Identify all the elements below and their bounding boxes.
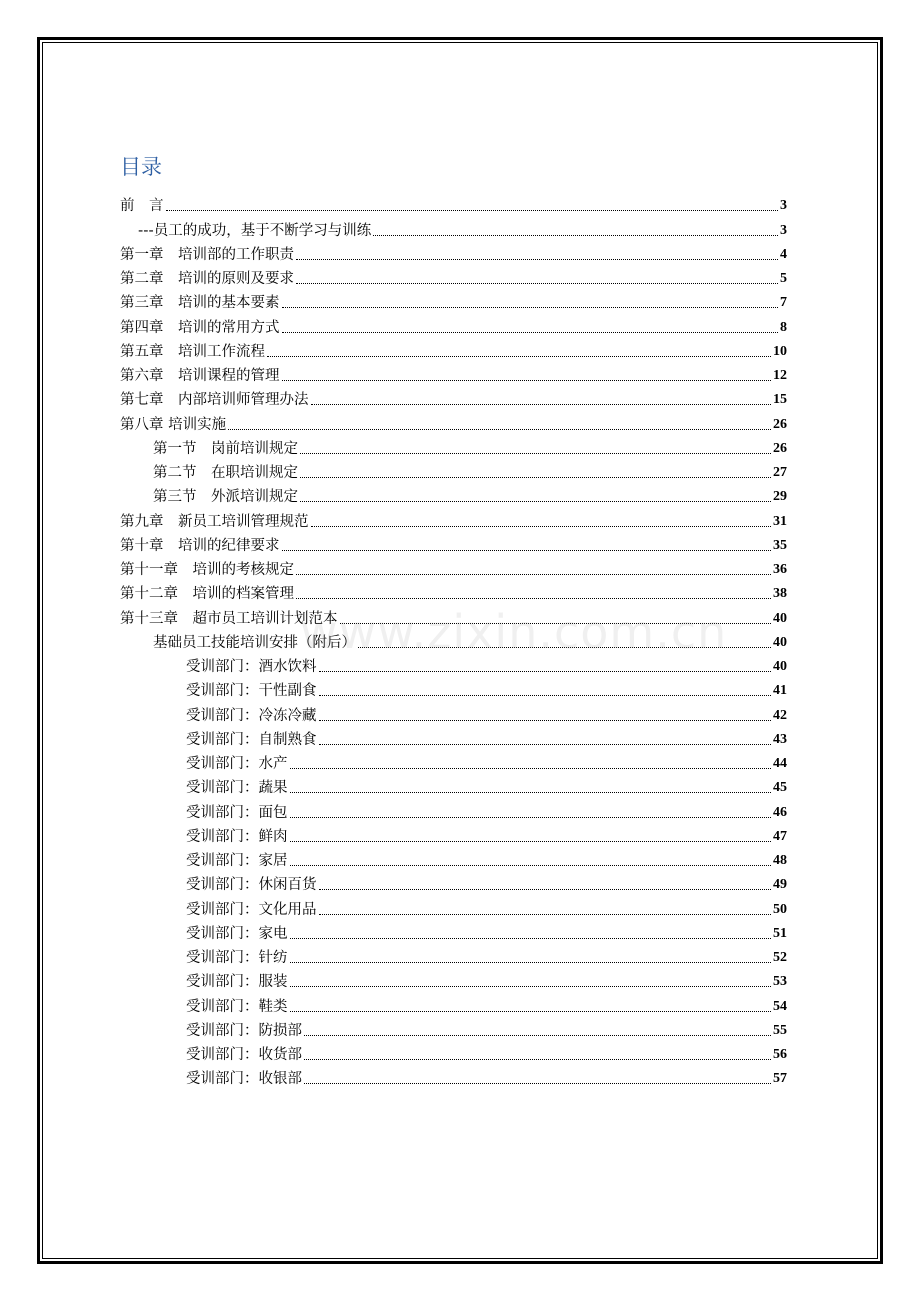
toc-entry[interactable] bbox=[120, 992, 787, 1016]
toc-entry[interactable] bbox=[120, 677, 787, 701]
toc-entry-label: 受训部门：鲜肉 bbox=[186, 828, 288, 845]
toc-entry[interactable] bbox=[120, 410, 787, 434]
toc-entry-label: 受训部门：蔬果 bbox=[186, 780, 288, 797]
toc-entry-page: 5 bbox=[780, 271, 787, 286]
toc-entry[interactable] bbox=[120, 1065, 787, 1089]
toc-entry-label: 受训部门：酒水饮料 bbox=[186, 659, 317, 675]
toc-entry-label: 第十二章 培训的档案管理 bbox=[120, 586, 294, 603]
toc-leader-dots bbox=[319, 888, 772, 890]
toc-entry[interactable] bbox=[120, 459, 787, 483]
toc-entry[interactable] bbox=[120, 1017, 787, 1041]
toc-entry-label: ---员工的成功，基于不断学习与训练 bbox=[138, 222, 372, 239]
toc-entry[interactable] bbox=[120, 968, 787, 992]
toc-entry-label: 第二章 培训的原则及要求 bbox=[120, 271, 294, 287]
toc-entry-page: 10 bbox=[773, 343, 787, 359]
toc-entry-label: 基础员工技能培训安排（附后） bbox=[153, 634, 356, 651]
toc-entry-page: 4 bbox=[780, 246, 787, 262]
toc-leader-dots bbox=[282, 549, 772, 551]
toc-entry[interactable] bbox=[120, 580, 787, 604]
toc-entry-page: 3 bbox=[780, 198, 787, 214]
toc-entry-page: 41 bbox=[773, 683, 787, 699]
toc-entry-label: 受训部门：针纺 bbox=[186, 950, 288, 966]
toc-entry-label: 第二节 在职培训规定 bbox=[153, 465, 298, 481]
toc-leader-dots bbox=[300, 476, 771, 478]
toc-leader-dots bbox=[319, 743, 772, 745]
toc-entry-page: 27 bbox=[773, 465, 787, 480]
toc-entry-page: 55 bbox=[773, 1022, 787, 1038]
toc-entry-page: 45 bbox=[773, 780, 787, 796]
toc-entry-page: 46 bbox=[773, 804, 787, 820]
toc-leader-dots bbox=[296, 597, 771, 599]
toc-entry[interactable] bbox=[120, 507, 787, 531]
toc-entry-label: 第三章 培训的基本要素 bbox=[120, 295, 280, 312]
toc-leader-dots bbox=[228, 428, 771, 430]
toc-entry-label: 第十一章 培训的考核规定 bbox=[120, 562, 294, 578]
toc-leader-dots bbox=[319, 694, 772, 696]
toc-leader-dots bbox=[290, 816, 772, 818]
toc-entry-page: 31 bbox=[773, 513, 787, 529]
toc-leader-dots bbox=[311, 403, 772, 405]
toc-entry-page: 38 bbox=[773, 586, 787, 602]
toc-entry-page: 8 bbox=[780, 319, 787, 335]
toc-leader-dots bbox=[296, 573, 771, 575]
toc-entry[interactable] bbox=[120, 532, 787, 556]
toc-entry[interactable] bbox=[120, 386, 787, 410]
toc-entry-page: 47 bbox=[773, 828, 787, 844]
toc-entry-page: 43 bbox=[773, 731, 787, 747]
toc-entry-page: 7 bbox=[780, 295, 787, 311]
toc-entry-page: 56 bbox=[773, 1047, 787, 1062]
toc-entry-label: 第十三章 超市员工培训计划范本 bbox=[120, 610, 338, 627]
toc-leader-dots bbox=[373, 234, 778, 236]
toc-leader-dots bbox=[296, 258, 778, 260]
toc-leader-dots bbox=[304, 1082, 771, 1084]
toc-entry-page: 51 bbox=[773, 925, 787, 941]
toc-entry[interactable] bbox=[120, 241, 787, 265]
toc-entry[interactable] bbox=[120, 1041, 787, 1065]
toc-leader-dots bbox=[296, 282, 778, 284]
toc-leader-dots bbox=[304, 1034, 771, 1036]
toc-entry-label: 受训部门：服装 bbox=[186, 974, 288, 991]
toc-entry-page: 53 bbox=[773, 974, 787, 990]
toc-entry[interactable] bbox=[120, 216, 787, 240]
toc-entry-page: 35 bbox=[773, 537, 787, 553]
toc-entry[interactable] bbox=[120, 289, 787, 313]
toc-leader-dots bbox=[282, 306, 779, 308]
toc-entry[interactable] bbox=[120, 798, 787, 822]
toc-entry-page: 52 bbox=[773, 950, 787, 965]
toc-leader-dots bbox=[319, 913, 772, 915]
toc-entry[interactable] bbox=[120, 701, 787, 725]
toc-entry-label: 第五章 培训工作流程 bbox=[120, 343, 265, 360]
toc-entry-label: 受训部门：水产 bbox=[186, 756, 288, 772]
toc-entry-page: 12 bbox=[773, 368, 787, 383]
toc-entry[interactable] bbox=[120, 823, 787, 847]
toc-entry[interactable] bbox=[120, 483, 787, 507]
toc-leader-dots bbox=[300, 452, 771, 454]
toc-entry-label: 受训部门：收银部 bbox=[186, 1071, 302, 1088]
toc-entry-label: 第四章 培训的常用方式 bbox=[120, 319, 280, 336]
watermark: www.zixin.com.cn bbox=[300, 605, 728, 659]
toc-leader-dots bbox=[300, 500, 771, 502]
toc-entry[interactable] bbox=[120, 265, 787, 289]
toc-title: 目录 bbox=[120, 155, 162, 179]
toc-entry-label: 受训部门：自制熟食 bbox=[186, 731, 317, 748]
toc-entry-label: 受训部门：家居 bbox=[186, 853, 288, 869]
toc-leader-dots bbox=[319, 670, 772, 672]
toc-entry-page: 40 bbox=[773, 659, 787, 674]
toc-entry-page: 54 bbox=[773, 998, 787, 1014]
toc-entry-label: 第十章 培训的纪律要求 bbox=[120, 537, 280, 554]
toc-entry-page: 36 bbox=[773, 562, 787, 577]
toc-leader-dots bbox=[290, 961, 772, 963]
toc-entry-label: 前 言 bbox=[120, 198, 164, 215]
toc-leader-dots bbox=[290, 985, 772, 987]
toc-leader-dots bbox=[166, 209, 779, 211]
toc-entry-label: 受训部门：面包 bbox=[186, 804, 288, 821]
toc-entry[interactable] bbox=[120, 338, 787, 362]
toc-entry-label: 受训部门：休闲百货 bbox=[186, 877, 317, 894]
toc-entry[interactable] bbox=[120, 774, 787, 798]
toc-entry[interactable] bbox=[120, 871, 787, 895]
toc-leader-dots bbox=[282, 331, 779, 333]
toc-entry[interactable] bbox=[120, 944, 787, 968]
toc-entry[interactable] bbox=[120, 435, 787, 459]
toc-entry-page: 3 bbox=[780, 222, 787, 238]
toc-entry-page: 40 bbox=[773, 634, 787, 650]
toc-entry-page: 50 bbox=[773, 901, 787, 917]
toc-entry-label: 第三节 外派培训规定 bbox=[153, 489, 298, 506]
toc-entry-page: 48 bbox=[773, 853, 787, 868]
toc-leader-dots bbox=[290, 840, 772, 842]
toc-entry[interactable] bbox=[120, 362, 787, 386]
toc-leader-dots bbox=[290, 937, 772, 939]
toc-leader-dots bbox=[282, 379, 772, 381]
toc-leader-dots bbox=[267, 355, 771, 357]
toc-entry-label: 受训部门：文化用品 bbox=[186, 901, 317, 918]
toc-entry[interactable] bbox=[120, 313, 787, 337]
toc-entry[interactable] bbox=[120, 556, 787, 580]
toc-entry-label: 受训部门：鞋类 bbox=[186, 998, 288, 1015]
toc-leader-dots bbox=[290, 791, 772, 793]
toc-entry[interactable] bbox=[120, 895, 787, 919]
toc-entry-page: 49 bbox=[773, 877, 787, 893]
toc-entry-label: 受训部门：收货部 bbox=[186, 1047, 302, 1063]
toc-entry-label: 受训部门：干性副食 bbox=[186, 683, 317, 700]
toc-leader-dots bbox=[311, 525, 772, 527]
toc-entry[interactable] bbox=[120, 726, 787, 750]
toc-entry-label: 第七章 内部培训师管理办法 bbox=[120, 392, 309, 409]
toc-entry[interactable] bbox=[120, 847, 787, 871]
toc-entry-label: 第一节 岗前培训规定 bbox=[153, 440, 298, 457]
toc-leader-dots bbox=[319, 719, 772, 721]
toc-entry-label: 受训部门：冷冻冷藏 bbox=[186, 707, 317, 724]
toc-entry-label: 第八章 培训实施 bbox=[120, 416, 227, 433]
toc-entry-label: 受训部门：家电 bbox=[186, 925, 288, 942]
toc-entry-page: 40 bbox=[773, 610, 787, 626]
toc-entry-label: 受训部门：防损部 bbox=[186, 1022, 302, 1039]
toc-leader-dots bbox=[290, 767, 772, 769]
toc-leader-dots bbox=[290, 1010, 772, 1012]
toc-entry-page: 26 bbox=[773, 416, 787, 432]
toc-entry[interactable] bbox=[120, 750, 787, 774]
toc-entry-page: 15 bbox=[773, 392, 787, 408]
toc-entry-label: 第九章 新员工培训管理规范 bbox=[120, 513, 309, 530]
toc-entry-page: 42 bbox=[773, 707, 787, 723]
toc-entry[interactable] bbox=[120, 192, 787, 216]
toc-entry-page: 44 bbox=[773, 756, 787, 771]
toc-entry-label: 第一章 培训部的工作职责 bbox=[120, 246, 294, 263]
toc-entry-label: 第六章 培训课程的管理 bbox=[120, 368, 280, 384]
toc-entry[interactable] bbox=[120, 920, 787, 944]
toc-leader-dots bbox=[304, 1058, 771, 1060]
toc-entry-page: 29 bbox=[773, 489, 787, 505]
toc-leader-dots bbox=[290, 864, 772, 866]
toc-entry-page: 57 bbox=[773, 1071, 787, 1087]
toc-entry-page: 26 bbox=[773, 440, 787, 456]
